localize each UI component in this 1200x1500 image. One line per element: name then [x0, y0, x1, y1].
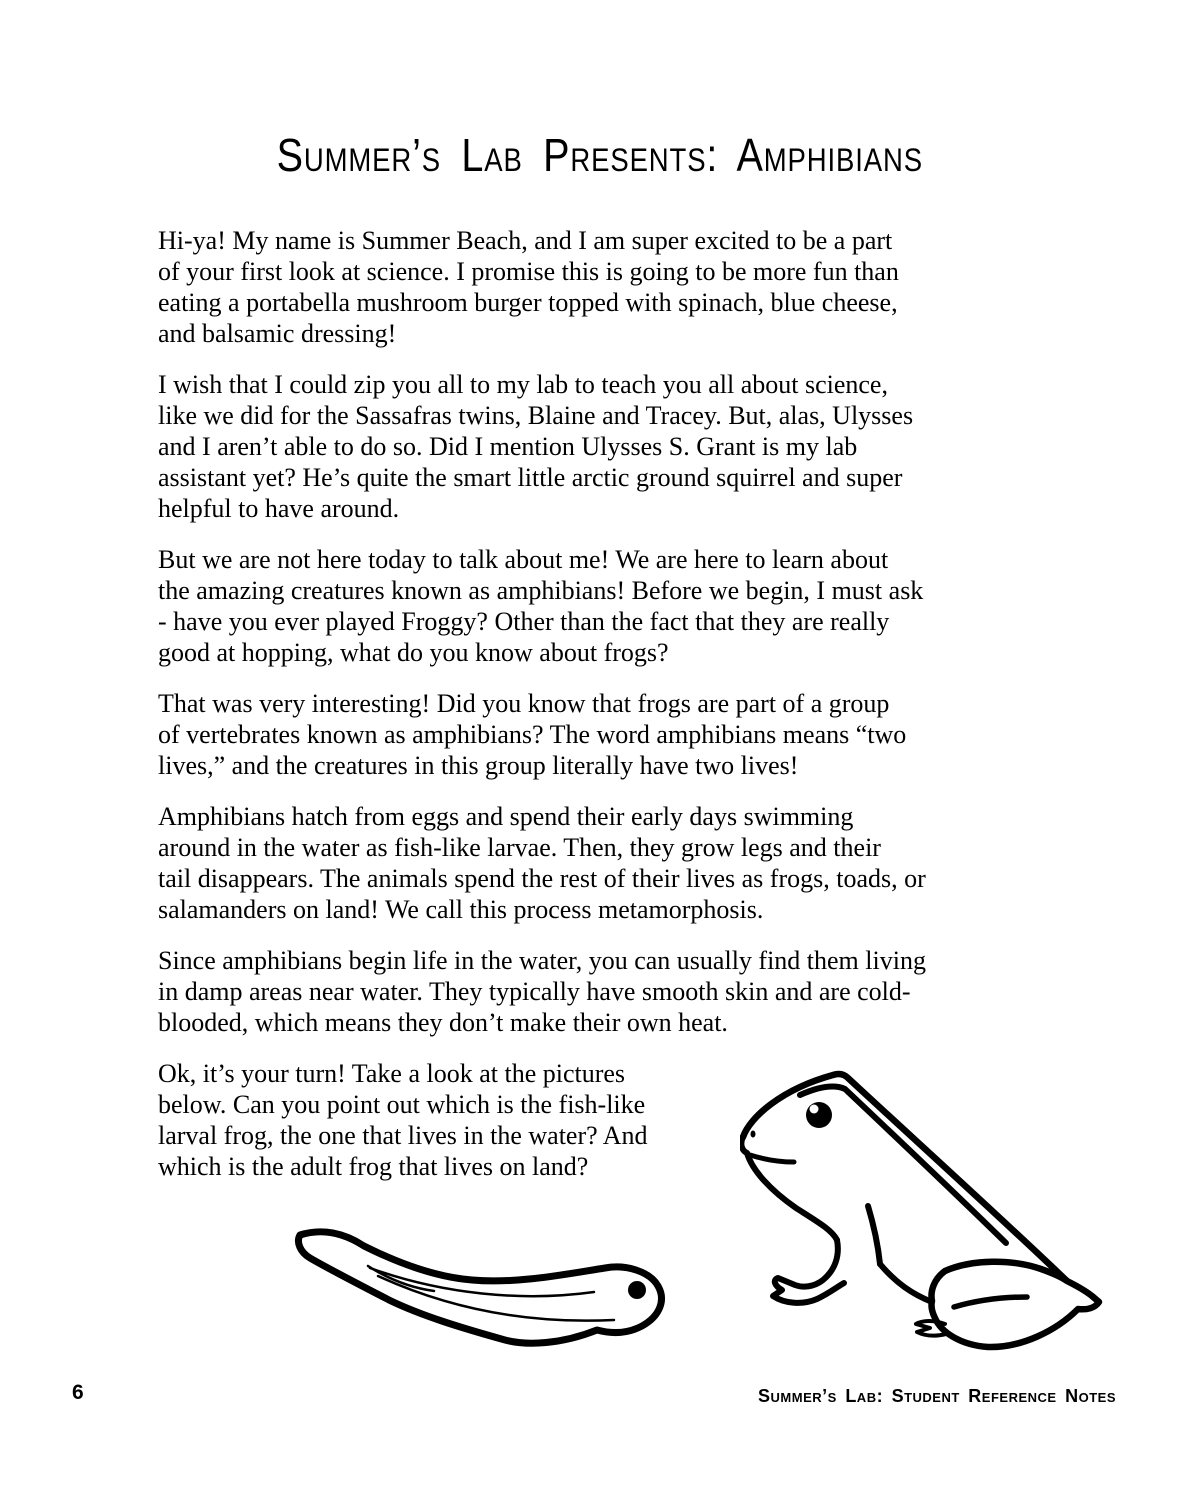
text-line: of vertebrates known as amphibians? The word amphibians means “two — [158, 720, 907, 749]
text-line: helpful to have around. — [158, 494, 400, 523]
text-line: below. Can you point out which is the fish-like — [158, 1090, 646, 1119]
paragraph-metamorphosis — [158, 801, 1058, 925]
text-line: and I aren’t able to do so. Did I mention Ulysses S. Grant is my lab — [158, 432, 858, 461]
frog-eye-highlight — [810, 1105, 819, 1114]
frog-eye — [806, 1102, 832, 1128]
text-line: tail disappears. The animals spend the rest of their lives as frogs, toads, or — [158, 864, 926, 893]
text-line: Ok, it’s your turn! Take a look at the pictures — [158, 1059, 626, 1088]
text-line: in damp areas near water. They typically have smooth skin and are cold- — [158, 977, 911, 1006]
text-line: assistant yet? He’s quite the smart little arctic ground squirrel and super — [158, 463, 903, 492]
text-line: like we did for the Sassafras twins, Blaine and Tracey. But, alas, Ulysses — [158, 401, 914, 430]
text-line: I wish that I could zip you all to my lab to teach you all about science, — [158, 370, 888, 399]
tadpole-body — [298, 1232, 661, 1343]
text-line: around in the water as fish-like larvae. Then, they grow legs and their — [158, 833, 881, 862]
text-line: and balsamic dressing! — [158, 319, 397, 348]
paragraph-two-lives — [158, 688, 1058, 781]
text-line: salamanders on land! We call this process metamorphosis. — [158, 895, 764, 924]
tadpole-eye — [628, 1281, 646, 1299]
frog-illustration — [740, 1063, 1105, 1355]
paragraph-intro — [158, 225, 1058, 349]
text-line: good at hopping, what do you know about frogs? — [158, 638, 669, 667]
text-line: lives,” and the creatures in this group literally have two lives! — [158, 751, 799, 780]
page-title-text: Summer’s Lab Presents: Amphibians — [276, 129, 924, 181]
text-line: which is the adult frog that lives on land? — [158, 1152, 589, 1181]
text-line: the amazing creatures known as amphibians! Before we begin, I must ask — [158, 576, 924, 605]
text-line: larval frog, the one that lives in the water? And — [158, 1121, 648, 1150]
text-line: Since amphibians begin life in the water, you can usually find them living — [158, 946, 926, 975]
text-line: But we are not here today to talk about me! We are here to learn about — [158, 545, 889, 574]
page-title — [0, 128, 1200, 182]
text-line: of your first look at science. I promise this is going to be more fun than — [158, 257, 899, 286]
frog-nostril — [751, 1131, 756, 1138]
text-line: eating a portabella mushroom burger topped with spinach, blue cheese, — [158, 288, 898, 317]
page-number: 6 — [72, 1381, 84, 1404]
text-line: That was very interesting! Did you know that frogs are part of a group — [158, 689, 890, 718]
paragraph-cold-blooded — [158, 945, 1058, 1038]
text-line: blooded, which means they don’t make their own heat. — [158, 1008, 728, 1037]
paragraph-froggy — [158, 544, 1058, 668]
text-line: - have you ever played Froggy? Other than the fact that they are really — [158, 607, 890, 636]
text-line: Amphibians hatch from eggs and spend their early days swimming — [158, 802, 854, 831]
tadpole-illustration — [292, 1228, 672, 1353]
footer-brand: Summer’s Lab: Student Reference Notes — [758, 1386, 1116, 1406]
body-text — [158, 225, 1058, 1202]
paragraph-lab — [158, 369, 1058, 524]
frog-body — [741, 1074, 1099, 1347]
text-line: Hi-ya! My name is Summer Beach, and I am super excited to be a part — [158, 226, 893, 255]
